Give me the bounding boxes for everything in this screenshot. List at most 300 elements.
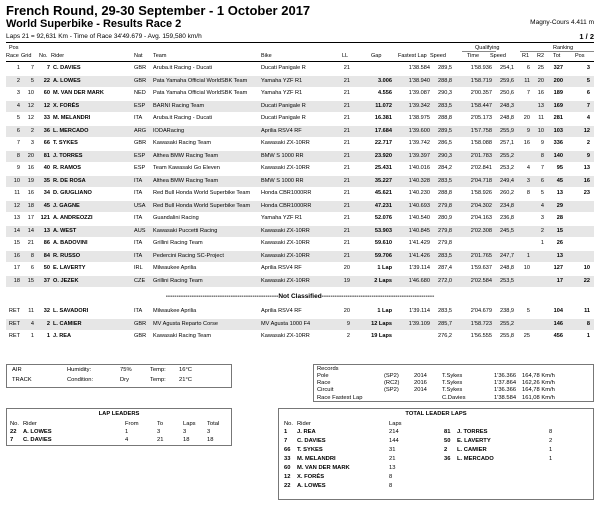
cell-grid: 7 (30, 65, 34, 71)
cell-grid: 20 (27, 152, 34, 159)
cell-grid: 14 (27, 227, 34, 234)
cell-grid: 12 (27, 102, 34, 109)
cell-race: 14 (13, 227, 20, 234)
cell-ll: 21 (343, 240, 350, 246)
cell-rider: J. TORRES (53, 152, 83, 159)
cell-race: 18 (13, 277, 20, 284)
cell-bike: BMW S 1000 RR (261, 152, 304, 159)
cell-fl: 1'38.975 (408, 115, 430, 121)
cell-pos: 16 (583, 177, 590, 184)
cell-team: Milwaukee Aprilia (153, 265, 197, 271)
tll-laps: 1 (549, 447, 553, 453)
cell-grid: 16 (27, 165, 34, 171)
cell-qt: 2'04.302 (470, 202, 492, 209)
cell-pos: 23 (583, 190, 590, 196)
lap-leader-laps: 3 (183, 429, 187, 435)
cell-nat: ITA (134, 177, 143, 184)
cell-r1: 8 (526, 190, 530, 196)
cell-nat: ITA (134, 190, 143, 196)
lap-leader-rider: C. DAVIES (23, 437, 52, 443)
record-rider: T.Sykes (442, 380, 463, 387)
tll-laps: 1 (549, 456, 553, 462)
cell-spd: 290,3 (438, 152, 452, 159)
cell-qs: 255,2 (500, 320, 514, 327)
cell-qs: 248,8 (500, 265, 514, 271)
table-row (6, 238, 594, 249)
cell-bike: MV Agusta 1000 F4 (261, 320, 311, 327)
tll-rider: C. DAVIES (297, 438, 326, 444)
cell-spd: 279,8 (438, 227, 452, 234)
lap-leaders-header-total: Total (207, 421, 220, 427)
cell-qt: 1'58.447 (470, 102, 492, 109)
cell-r2: 5 (540, 190, 544, 196)
header-race: Race (6, 53, 19, 59)
cell-qs: 247,7 (500, 252, 514, 259)
cell-pos: 1 (586, 333, 590, 339)
cell-bike: Kawasaki ZX-10RR (261, 165, 310, 171)
cell-ll: 20 (343, 265, 350, 271)
conditions-box (6, 364, 232, 388)
cell-r2: 3 (540, 215, 544, 221)
table-row (6, 126, 594, 137)
cell-race: 2 (16, 77, 20, 84)
cell-r2: 11 (538, 115, 544, 121)
cell-qs: 248,8 (500, 115, 514, 121)
lap-leader-rider: A. LOWES (23, 429, 52, 435)
cell-r2: 9 (540, 140, 544, 146)
header-fastest-lap: Fastest Lap (398, 53, 427, 59)
record-speed: 164,78 Km/h (522, 373, 555, 379)
cell-nat: AUS (134, 227, 146, 234)
cell-rider: L. SAVADORI (53, 308, 89, 314)
cell-bike: Yamaha YZF R1 (261, 77, 303, 84)
tll-no: 22 (284, 483, 291, 489)
cell-ll: 21 (343, 102, 350, 109)
tll-no: 60 (284, 465, 291, 471)
cell-rider: T. SYKES (53, 140, 78, 146)
cell-team: Kawasaki Racing Team (153, 140, 212, 146)
cell-race: 9 (16, 165, 20, 171)
cell-grid: 19 (27, 177, 34, 184)
cell-ll: 21 (343, 227, 350, 234)
cell-grid: 3 (30, 140, 34, 146)
cell-tot: 103 (553, 127, 563, 134)
cell-rider: X. FORÉS (53, 102, 80, 109)
cell-r2: 8 (540, 152, 544, 159)
cell-fl: 1'39.114 (409, 308, 430, 314)
header-r1: R1 (522, 53, 530, 59)
cell-gap: 16.381 (374, 115, 392, 121)
table-row (6, 226, 594, 237)
cell-spd: 283,5 (438, 308, 452, 314)
cell-grid: 16 (27, 190, 34, 196)
cell-ll: 21 (343, 152, 350, 159)
record-year: 2014 (414, 373, 427, 379)
cell-r2: 20 (537, 77, 544, 84)
condition-label: Condition: (67, 377, 94, 383)
cell-gap: 17.684 (374, 127, 392, 134)
cell-team: Kawasaki Racing Team (153, 333, 212, 339)
cell-grid: 10 (27, 90, 34, 96)
cell-qs: 253,5 (500, 277, 514, 284)
cell-no: 22 (43, 77, 50, 84)
cell-no: 12 (43, 102, 50, 109)
total-leader-laps-title: TOTAL LEADER LAPS (405, 411, 467, 417)
cell-fl: 1'40.016 (408, 165, 430, 171)
cell-r1: 1 (526, 252, 530, 259)
cell-qs: 234,8 (500, 202, 514, 209)
cell-no: 34 (43, 190, 50, 196)
cell-grid: 4 (30, 320, 34, 327)
cell-gap: 59.610 (374, 240, 392, 246)
cell-r1: 7 (526, 90, 530, 96)
cell-grid: 1 (30, 333, 34, 339)
record-code: (SP2) (384, 387, 399, 394)
cell-r1: 3 (526, 177, 530, 184)
cell-nat: ITA (134, 240, 143, 246)
header-grid: Grid (21, 53, 32, 59)
cell-no: 32 (43, 308, 50, 314)
cell-qt: 1'58.723 (470, 320, 492, 327)
cell-race: 11 (14, 190, 20, 196)
cell-gap: 3.006 (378, 77, 392, 84)
air-label: AIR (12, 367, 22, 373)
cell-qs: 253,2 (500, 165, 514, 171)
header-bike: Bike (261, 53, 272, 59)
cell-qt: 2'04.718 (470, 177, 492, 184)
record-code: (RC2) (384, 380, 400, 387)
cell-spd: 283,5 (438, 177, 452, 184)
cell-fl: 1'40.845 (408, 227, 430, 234)
cell-rider: M. VAN DER MARK (53, 90, 104, 96)
lap-leaders-header-from: From (125, 421, 139, 427)
cell-pos: 7 (586, 102, 590, 109)
cell-gap: 53.903 (374, 227, 392, 234)
cell-ll: 21 (343, 77, 350, 84)
header-q-time: Time (467, 53, 480, 59)
cell-qt: 1'56.555 (470, 333, 492, 339)
table-row (6, 188, 594, 199)
cell-pos: 3 (586, 65, 590, 71)
cell-grid: 2 (30, 127, 34, 134)
cell-no: 66 (43, 140, 50, 146)
record-time: 1'36.366 (494, 387, 517, 394)
page-number: 1 / 2 (579, 32, 594, 41)
cell-team: BARNI Racing Team (153, 102, 205, 109)
cell-nat: ITA (134, 115, 143, 121)
cell-tot: 13 (556, 190, 563, 196)
cell-rider: M. MELANDRI (53, 115, 91, 121)
cell-bike: Honda CBR1000RR (261, 190, 312, 196)
cell-ll: 21 (343, 127, 350, 134)
cell-tot: 327 (553, 65, 563, 71)
lap-leader-no: 22 (10, 429, 17, 435)
cell-fl: 1'41.426 (408, 252, 430, 259)
cell-r2: 4 (540, 202, 544, 209)
record-year: 2016 (414, 380, 427, 387)
results-subtitle: World Superbike - Results Race 2 (6, 18, 182, 30)
cell-tot: 200 (553, 77, 563, 84)
cell-rider: R. RAMOS (53, 165, 81, 171)
cell-grid: 11 (28, 308, 34, 314)
cell-qs: 255,9 (500, 127, 514, 134)
cell-gap: 52.076 (374, 215, 392, 221)
record-speed: 161,08 Km/h (522, 394, 555, 401)
cell-ll: 21 (343, 165, 350, 171)
lap-leaders-box (6, 408, 232, 446)
header-speed: Speed (430, 53, 446, 59)
cell-team: Aruba.it Racing - Ducati (153, 65, 213, 71)
tll-no: 36 (444, 456, 451, 462)
cell-race: 5 (16, 115, 20, 121)
cell-qs: 257,1 (500, 140, 514, 146)
qualifying-rule (462, 51, 496, 52)
cell-pos: 6 (586, 90, 590, 96)
cell-spd: 280,9 (438, 215, 452, 221)
cell-gap: 1 Lap (377, 308, 392, 314)
tll-laps: 21 (389, 456, 396, 462)
cell-ll: 20 (343, 308, 350, 314)
record-time: 1'38.584 (494, 394, 517, 401)
header-ranking: Ranking (553, 45, 574, 51)
ranking-rule (520, 51, 594, 52)
cell-gap: 45.621 (374, 190, 392, 196)
cell-spd: 290,3 (438, 90, 452, 96)
cell-qs: 260,2 (500, 190, 514, 196)
header-nat: Nat (134, 53, 143, 59)
cell-bike: Kawasaki ZX-10RR (261, 140, 310, 146)
cell-race: 6 (16, 127, 20, 134)
cell-spd: 279,8 (438, 202, 452, 209)
cell-tot: 104 (553, 308, 563, 314)
cell-tot: 17 (556, 277, 563, 284)
record-name: Circuit (317, 387, 334, 394)
circuit-name: Magny-Cours 4.411 m (530, 19, 594, 26)
tll-rider: T. SYKES (297, 447, 323, 453)
table-row (6, 101, 594, 112)
cell-team: Kawasaki Puccetti Racing (153, 227, 218, 234)
cell-rider: E. LAVERTY (53, 265, 86, 271)
cell-pos: 8 (586, 320, 590, 327)
cell-qs: 255,8 (500, 333, 514, 339)
cell-rider: L. MERCADO (53, 127, 89, 134)
cell-bike: Aprilia RSV4 RF (261, 265, 302, 271)
cell-rider: C. DAVIES (53, 65, 81, 71)
cell-no: 81 (43, 152, 50, 159)
tll-header-no: No. (284, 421, 294, 427)
table-row (6, 276, 594, 287)
cell-gap: 19 Laps (371, 333, 392, 339)
cell-qt: 2'04.679 (470, 308, 492, 314)
lap-leader-to: 21 (157, 437, 164, 443)
cell-gap: 35.227 (374, 177, 392, 184)
cell-fl: 1'39.600 (408, 127, 430, 134)
record-code: (SP2) (384, 373, 399, 379)
cell-rider: R. RUSSO (53, 252, 81, 259)
cell-tot: 29 (556, 202, 563, 209)
cell-race: RET (8, 333, 20, 339)
cell-qt: 1'58.088 (470, 140, 492, 146)
cell-r2: 7 (540, 165, 544, 171)
record-time: 1'37.864 (494, 380, 517, 387)
cell-rider: J. REA (53, 333, 72, 339)
cell-fl: 1'39.342 (408, 102, 430, 109)
table-row (6, 251, 594, 262)
cell-no: 86 (43, 240, 50, 246)
cell-tot: 281 (553, 115, 563, 121)
cell-pos: 2 (586, 140, 590, 146)
cell-gap: 22.717 (374, 140, 392, 146)
cell-no: 45 (43, 202, 50, 209)
cell-qt: 1'58.926 (470, 190, 492, 196)
cell-spd: 284,2 (438, 165, 452, 171)
cell-fl: 1'39.087 (408, 90, 430, 96)
tll-no: 81 (444, 429, 451, 435)
cell-tot: 28 (556, 215, 563, 221)
lap-leaders-title: LAP LEADERS (98, 411, 140, 417)
lap-leaders-header-rider: Rider (23, 421, 37, 427)
lap-leader-to: 3 (157, 429, 161, 435)
cell-spd: 283,5 (438, 102, 452, 109)
cell-grid: 21 (27, 240, 34, 246)
cell-no: 35 (43, 177, 50, 184)
cell-ll: 21 (343, 140, 350, 146)
cell-race: RET (8, 320, 20, 327)
record-name: Race (317, 380, 331, 387)
race-info: Laps 21 = 92,631 Km - Time of Race 34'49.679 - Avg. 159,580 km/h (6, 33, 202, 40)
lap-leader-from: 1 (125, 429, 129, 435)
cell-bike: Kawasaki ZX-10RR (261, 227, 310, 234)
cell-gap: 25.431 (374, 165, 392, 171)
cell-nat: NED (134, 90, 146, 96)
cell-fl: 1'38.940 (408, 77, 430, 84)
cell-pos: 10 (583, 265, 590, 271)
table-row (6, 76, 594, 87)
cell-nat: USA (134, 202, 146, 209)
cell-bike: Ducati Panigale R (261, 65, 306, 71)
header-r2: R2 (537, 53, 545, 59)
cell-bike: Aprilia RSV4 RF (261, 127, 302, 134)
tll-laps: 214 (389, 429, 399, 435)
cell-grid: 18 (27, 202, 34, 209)
table-row (6, 151, 594, 162)
cell-r1: 11 (524, 77, 530, 84)
cell-r1: 25 (523, 333, 530, 339)
tll-rider: E. LAVERTY (457, 438, 491, 444)
cell-no: 37 (43, 277, 50, 284)
cell-nat: GBR (134, 140, 147, 146)
cell-ll: 2 (346, 333, 350, 339)
cell-team: Althea BMW Racing Team (153, 177, 219, 184)
cell-bike: Kawasaki ZX-10RR (261, 252, 310, 259)
cell-r1: 9 (526, 127, 530, 134)
cell-qt: 1'57.758 (470, 127, 492, 134)
cell-gap: 23.920 (374, 152, 392, 159)
cell-no: 2 (46, 320, 50, 327)
cell-spd: 289,5 (438, 65, 452, 71)
cell-qt: 1'59.637 (470, 265, 492, 271)
table-row (6, 306, 594, 317)
cell-bike: Kawasaki ZX-10RR (261, 333, 310, 339)
total-leader-laps-box (278, 408, 594, 500)
tll-no: 2 (444, 447, 448, 453)
cell-qs: 249,4 (500, 177, 514, 184)
cell-nat: ITA (134, 215, 143, 221)
cell-fl: 1'40.540 (408, 215, 430, 221)
cell-grid: 6 (30, 265, 34, 271)
record-speed: 164,78 Km/h (522, 387, 555, 394)
cell-qs: 245,5 (500, 227, 514, 234)
cell-race: 4 (16, 102, 20, 109)
tll-rider: J. REA (297, 429, 316, 435)
lap-leaders-header-laps: Laps (183, 421, 196, 427)
lap-leader-laps: 18 (183, 437, 190, 443)
cell-race: RET (8, 308, 20, 314)
header-rider: Rider (51, 53, 65, 59)
cell-tot: 13 (556, 252, 563, 259)
cell-pos: 22 (583, 277, 590, 284)
cell-team: Milwaukee Aprilia (153, 308, 197, 314)
cell-bike: BMW S 1000 RR (261, 177, 304, 184)
cell-grid: 15 (27, 277, 34, 284)
cell-tot: 169 (553, 102, 563, 109)
cell-team: Aruba.it Racing - Ducati (153, 115, 213, 121)
table-row (6, 138, 594, 149)
header-team: Team (153, 53, 167, 59)
cell-ll: 9 (346, 320, 350, 327)
cell-grid: 8 (30, 252, 34, 259)
cell-race: 16 (13, 252, 20, 259)
header-no: No. (39, 53, 48, 59)
cell-gap: 47.231 (374, 202, 392, 209)
cell-qs: 259,6 (500, 77, 514, 84)
record-name: Race Fastest Lap (317, 394, 363, 401)
cell-ll: 21 (343, 252, 350, 259)
cell-gap: 4.556 (378, 90, 392, 96)
table-row (6, 213, 594, 224)
not-classified-label: ----------------------------------------------------Not Classified---------------------------------------------------- (165, 293, 435, 300)
cell-rider: J. GAGNE (53, 202, 80, 209)
cell-fl: 1'40.230 (408, 190, 430, 196)
cell-bike: Ducati Panigale R (261, 115, 306, 121)
cell-nat: ESP (134, 165, 146, 171)
cell-bike: Kawasaki ZX-10RR (261, 240, 310, 246)
tll-no: 50 (444, 438, 451, 444)
cell-nat: ESP (134, 102, 146, 109)
cell-tot: 456 (553, 333, 563, 339)
cell-team: Red Bull Honda World Superbike Team (153, 202, 251, 209)
cell-nat: CZE (134, 277, 146, 284)
cell-nat: GBR (134, 77, 147, 84)
cell-qt: 2'05.173 (470, 115, 492, 121)
cell-race: 3 (16, 90, 20, 96)
table-row (6, 163, 594, 174)
cell-spd: 289,5 (438, 127, 452, 134)
cell-bike: Yamaha YZF R1 (261, 90, 303, 96)
record-rider: C.Davies (442, 394, 466, 401)
cell-qs: 236,8 (500, 215, 514, 221)
cell-qt: 2'01.765 (470, 252, 492, 259)
cell-nat: GBR (134, 333, 147, 339)
cell-ll: 21 (343, 65, 350, 71)
not-classified-text: Not Classified (278, 293, 322, 300)
cell-no: 33 (43, 115, 50, 121)
cell-gap: 11.072 (375, 102, 392, 109)
cell-pos: 11 (584, 308, 590, 314)
records-title: Records (317, 366, 339, 372)
cell-ll: 21 (343, 215, 350, 221)
cell-tot: 189 (553, 90, 563, 96)
